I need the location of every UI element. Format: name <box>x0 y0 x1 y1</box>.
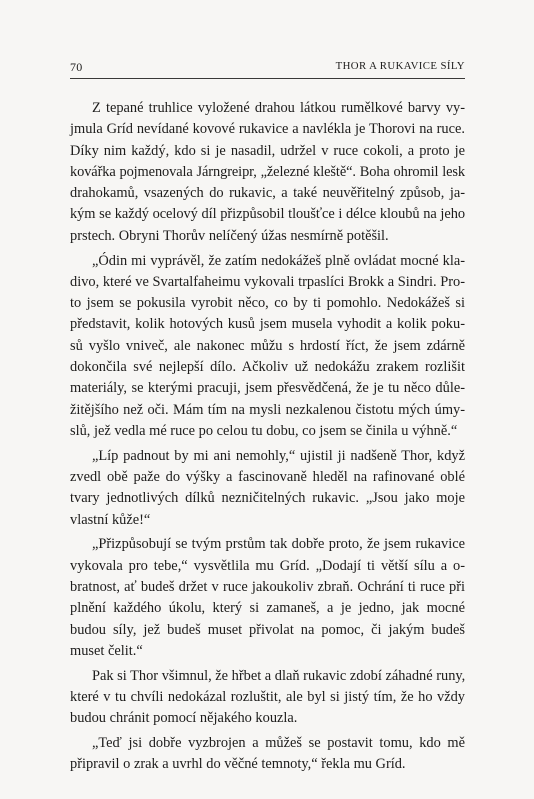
paragraph <box>70 666 465 730</box>
text-line: kým se každý ocelový díl přizpůsobil tloušťce i délce kloubů na jeho <box>70 206 465 223</box>
text-line: které v tu chvíli nedokázal rozluštit, ale byl si jistý tím, že ho vždy <box>70 689 465 706</box>
paragraph <box>70 534 465 662</box>
paragraph <box>70 251 465 443</box>
text-line: vlastní kůže!“ <box>70 511 151 528</box>
text-line: budou chránit pomocí nějakého kouzla. <box>70 710 298 727</box>
paragraph <box>70 733 465 776</box>
text-line: budou síly, jež budeš muset přivolat na pomoc, či jakým budeš <box>70 621 465 638</box>
text-line: zvedl obě paže do výšky a fascinovaně hleděl na rafinované oblé <box>70 469 465 486</box>
text-line: připravil o zrak a uvrhl do věčné temnoty,“ řekla mu Gríd. <box>70 756 406 773</box>
text-line: vykovala pro tebe,“ vysvětlila mu Gríd. „Dodají ti větší sílu a o- <box>70 557 465 574</box>
text-line: Díky nim každý, kdo si je nasadil, udržel v ruce cokoli, a proto je <box>70 142 465 159</box>
text-line: tvary jednotlivých dílků nezničitelných rukavic. „Jsou jako moje <box>70 490 465 507</box>
text-line: kovářka pojmenovala Járngreipr, „železné kleště“. Boha ohromil lesk <box>70 163 465 180</box>
text-line: Z tepané truhlice vyložené drahou látkou rumělkové barvy vy- <box>92 100 465 116</box>
text-line: slů, jež vedla mé ruce po celou tu dobu, co jsem se činila u výhně.“ <box>70 422 458 439</box>
page-number: 70 <box>70 60 83 74</box>
text-line: dokončila své nejlepší dílo. Ačkoliv už nedokážu zrakem rozlišit <box>70 359 465 376</box>
text-line: to jsem se pokusila vyrobit něco, co by ti pomohlo. Nedokážeš si <box>70 295 465 312</box>
body-text <box>70 98 465 779</box>
paragraph <box>70 98 465 247</box>
text-line: divo, které ve Svartalfaheimu vykovali trpaslíci Brokk a Sindri. Pro- <box>70 273 465 290</box>
paragraph <box>70 446 465 531</box>
text-line: „Teď jsi dobře vyzbrojen a můžeš se postavit tomu, kdo mě <box>92 735 465 752</box>
running-head <box>70 58 465 79</box>
text-line: žitějšího než oči. Mám tím na mysli nezkalenou čistotu mých úmy- <box>70 401 465 418</box>
text-line: drahokamů, vsazených do rukavic, a také neuvěřitelný způsob, ja- <box>70 185 465 202</box>
text-line: plnění každého úkolu, který si zamaneš, a je jedno, jak mocné <box>70 600 465 617</box>
text-line: Pak si Thor všimnul, že hřbet a dlaň rukavic zdobí záhadné runy, <box>92 667 466 684</box>
text-line: materiály, se kterými pracuji, jsem přesvědčená, že je tu něco důle- <box>70 380 465 397</box>
text-line: sů vyšlo vniveč, ale nakonec můžu s hrdostí říct, že jsem zdárně <box>70 337 465 354</box>
text-line: „Přizpůsobují se tvým prstům tak dobře proto, že jsem rukavice <box>92 536 465 553</box>
text-line: muset čelit.“ <box>70 642 143 659</box>
text-line: „Ódin mi vyprávěl, že zatím nedokážeš plně ovládat mocné kla- <box>92 252 465 269</box>
text-line: představit, kolik hotových kusů jsem musela vyhodit a kolik poku- <box>70 316 465 333</box>
text-line: prstech. Obryni Thorův nelíčený úžas nesmírně potěšil. <box>70 227 389 244</box>
text-line: bratnost, ať budeš držet v ruce jakoukoliv zbraň. Ochrání ti ruce při <box>70 579 465 596</box>
text-line: „Líp padnout by mi ani nemohly,“ ujistil ji nadšeně Thor, když <box>92 447 465 464</box>
chapter-title: THOR A RUKAVICE SÍLY <box>335 60 465 72</box>
text-line: jmula Gríd nevídané kovové rukavice a navlékla je Thorovi na ruce. <box>70 121 465 138</box>
